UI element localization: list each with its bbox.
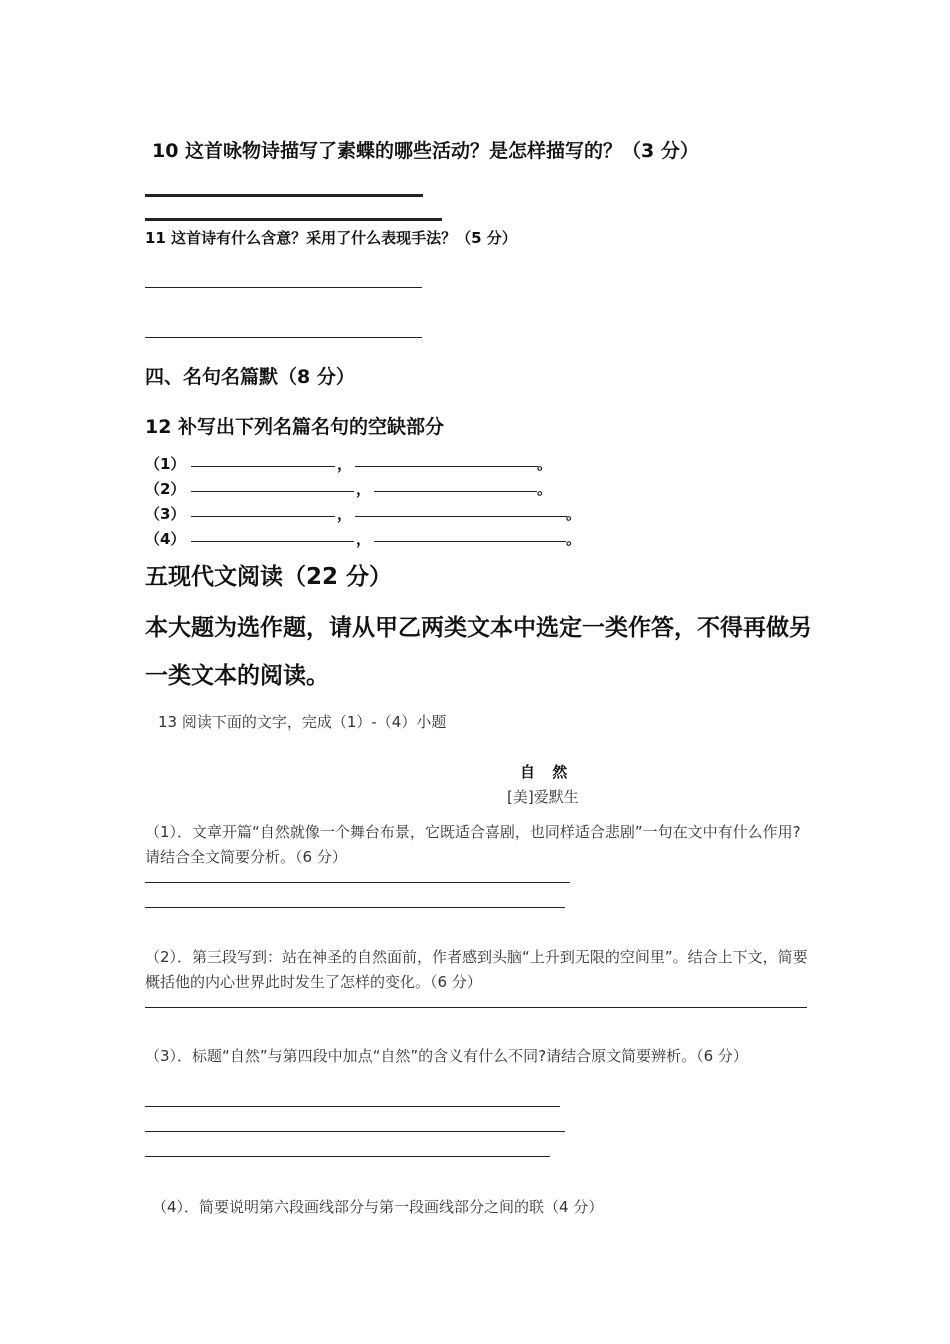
answer-line	[145, 1007, 807, 1008]
fill-number: （3）	[145, 505, 186, 523]
sub-question-1: （1）．文章开篇“自然就像一个舞台布景，它既适合喜剧，也同样适合悲剧”一句在文中有什么作用?请结合全文简要分析。（6 分）	[145, 823, 801, 866]
blank-line	[191, 541, 354, 542]
answer-line	[145, 218, 442, 221]
fill-separator: ，	[337, 455, 353, 473]
sub-question-2: （2）．第三段写到：站在神圣的自然面前，作者感到头脑“上升到无限的空间里”。结合上下文，简要概括他的内心世界此时发生了怎样的变化。（6 分）	[145, 948, 808, 991]
question-12: 12 补写出下列名篇名句的空缺部分	[145, 416, 445, 438]
question-13: 13 阅读下面的文字，完成（1）-（4）小题	[158, 713, 447, 731]
section-4-title: 四、名句名篇默（8 分）	[145, 366, 355, 388]
fill-end: 。	[537, 455, 553, 473]
answer-line	[145, 882, 570, 883]
section-5-title: 五现代文阅读（22 分）	[145, 564, 393, 590]
fill-end: 。	[566, 530, 582, 548]
article-author: [美]爱默生	[507, 788, 579, 806]
answer-line	[145, 907, 565, 908]
sub-question-4: （4）．简要说明第六段画线部分与第一段画线部分之间的联（4 分）	[152, 1198, 604, 1216]
answer-line	[145, 194, 423, 197]
answer-line	[145, 287, 422, 288]
blank-line	[191, 516, 335, 517]
blank-line	[191, 466, 335, 467]
article-title: 自 然	[520, 763, 574, 781]
question-11: 11 这首诗有什么含意？采用了什么表现手法？（5 分）	[145, 229, 517, 247]
answer-line	[145, 1131, 565, 1132]
answer-line	[145, 337, 422, 338]
fill-end: 。	[566, 505, 582, 523]
fill-separator: ，	[356, 480, 372, 498]
blank-line	[374, 541, 566, 542]
question-10: 10 这首咏物诗描写了素蝶的哪些活动？是怎样描写的？（3 分）	[152, 140, 699, 162]
answer-line	[145, 1106, 560, 1107]
fill-number: （1）	[145, 455, 186, 473]
fill-separator: ，	[356, 530, 372, 548]
fill-separator: ，	[337, 505, 353, 523]
section-5-intro: 本大题为选作题，请从甲乙两类文本中选定一类作答，不得再做另一类文本的阅读。	[145, 615, 812, 689]
blank-line	[374, 491, 537, 492]
answer-line	[145, 1156, 550, 1157]
fill-end: 。	[537, 480, 553, 498]
blank-line	[355, 516, 567, 517]
blank-line	[355, 466, 538, 467]
sub-question-3: （3）．标题“自然”与第四段中加点“自然”的含义有什么不同?请结合原文简要辨析。（6 分）	[145, 1047, 748, 1065]
fill-number: （4）	[145, 530, 186, 548]
blank-line	[191, 491, 354, 492]
fill-number: （2）	[145, 480, 186, 498]
